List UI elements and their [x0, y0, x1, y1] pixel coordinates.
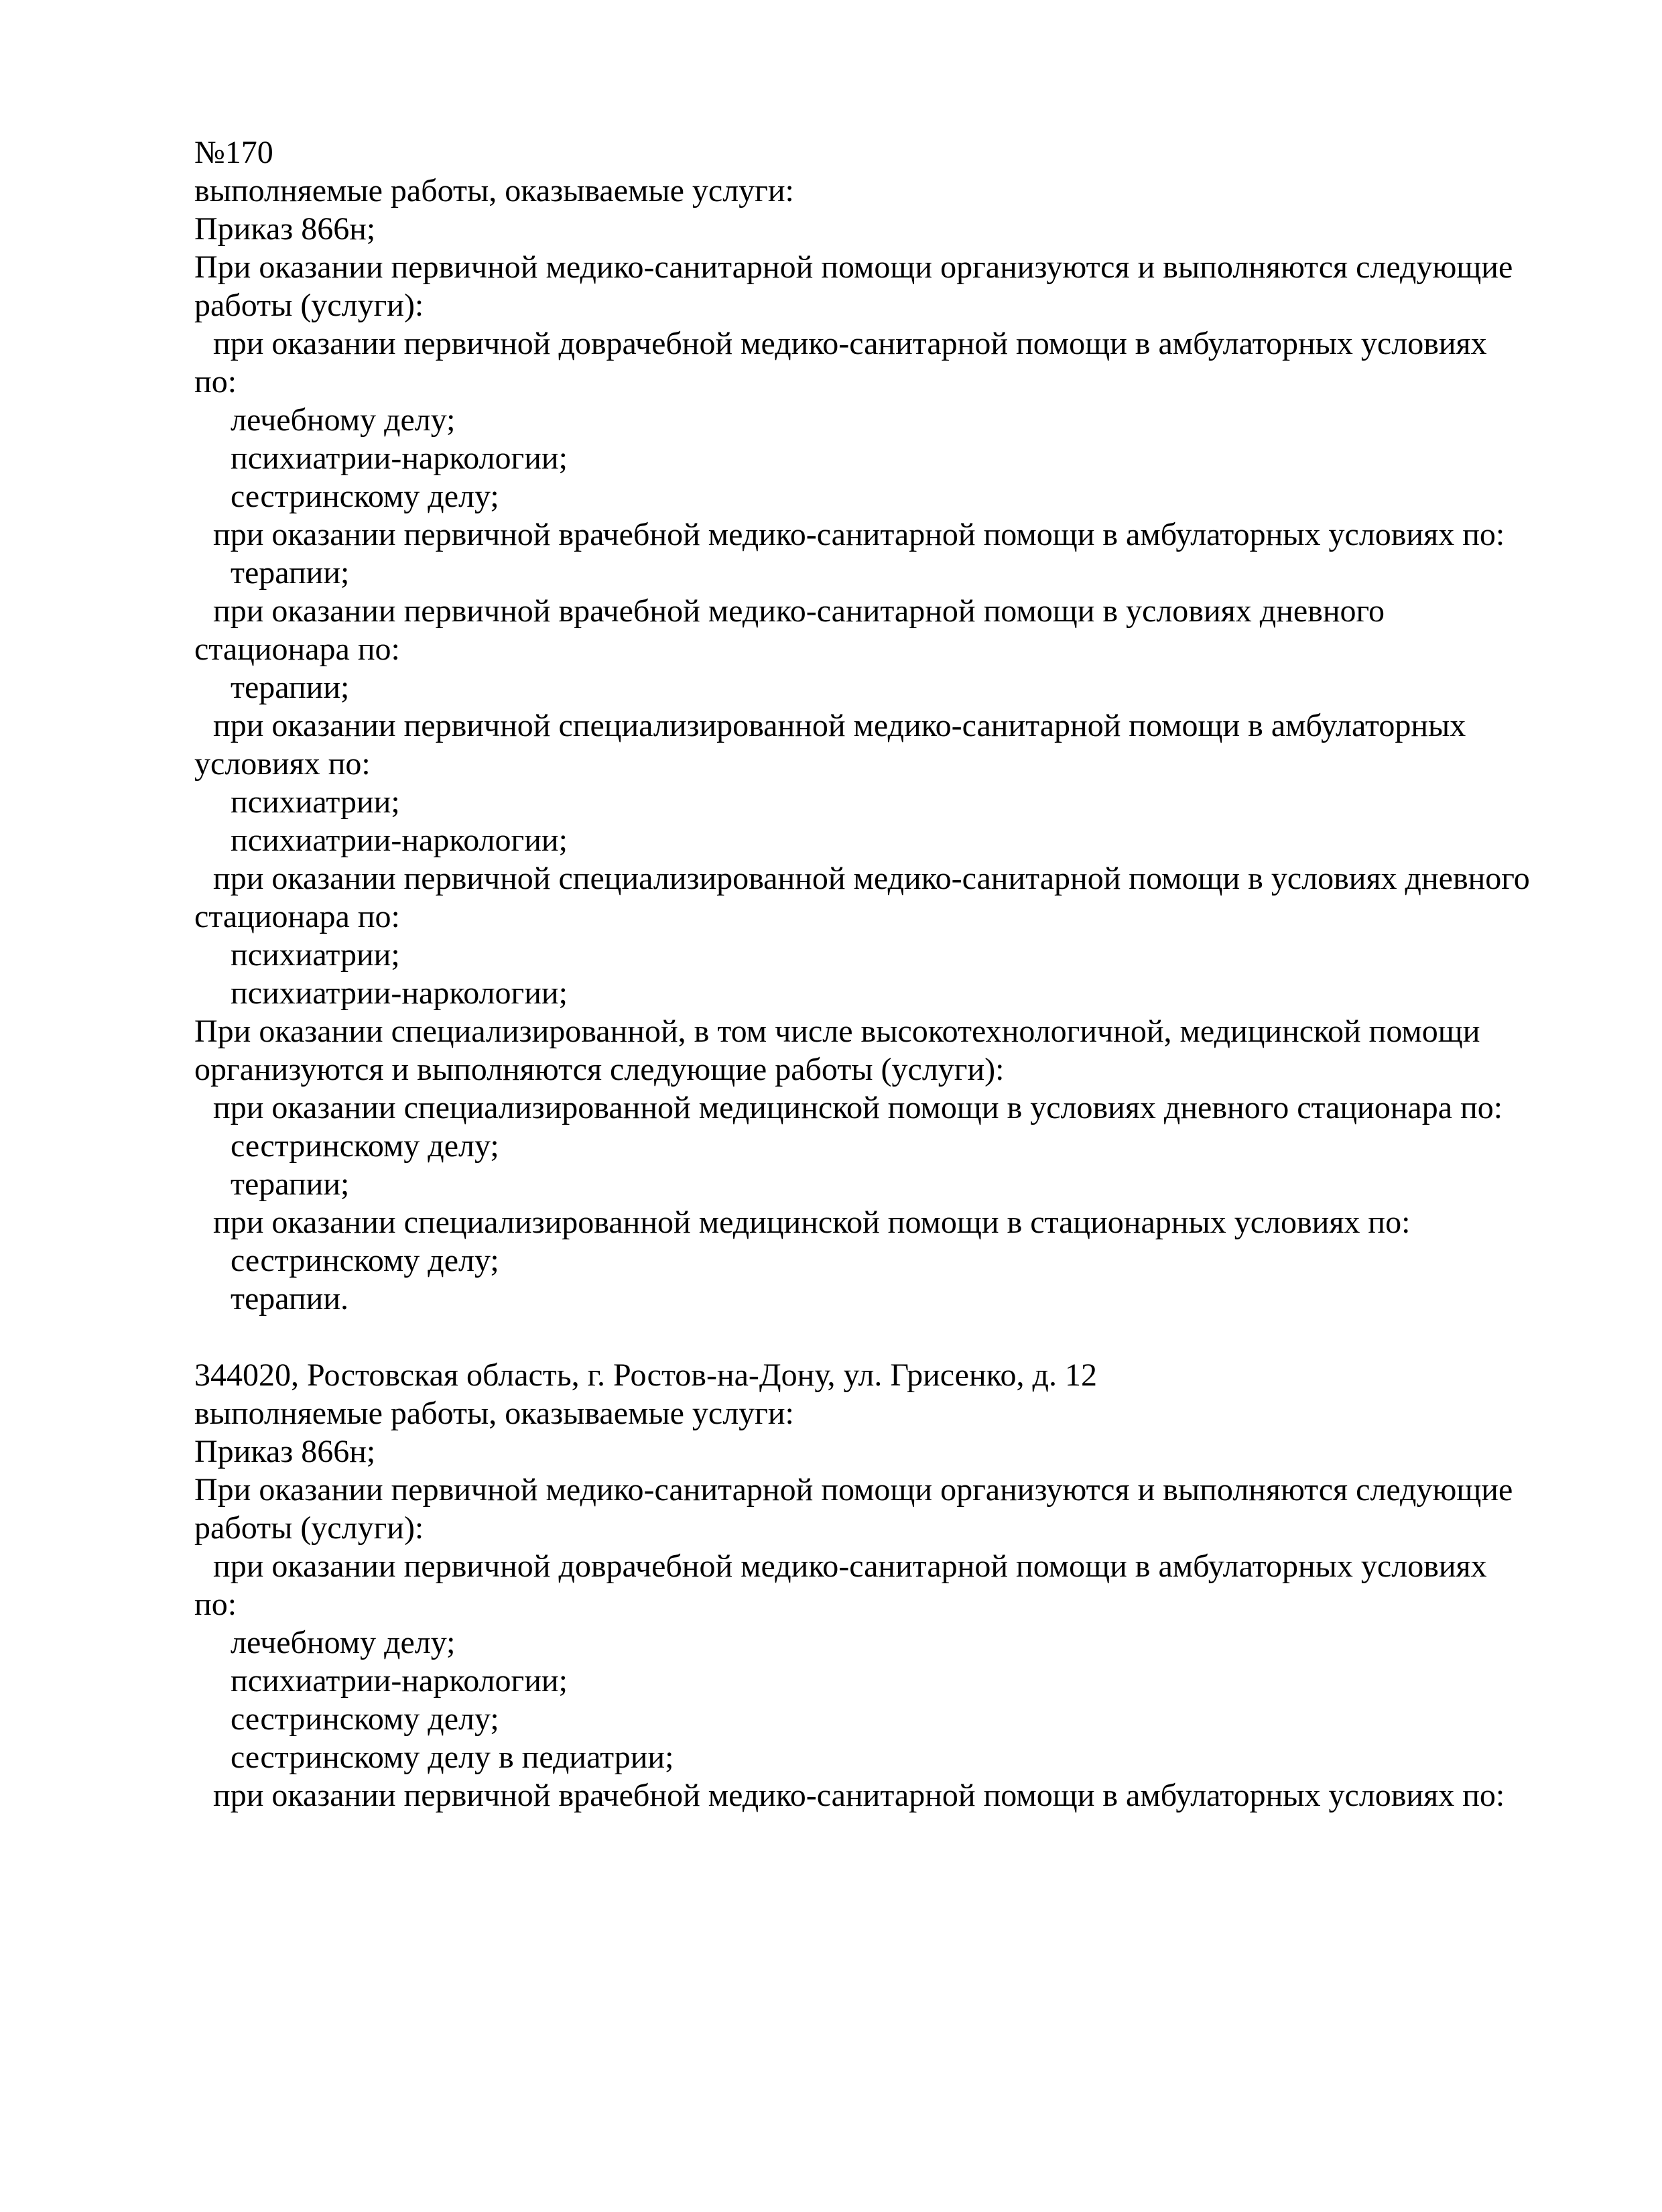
text-line: лечебному делу; — [231, 402, 456, 438]
text-line: психиатрии-наркологии; — [231, 975, 568, 1011]
text-line: психиатрии-наркологии; — [231, 440, 568, 476]
text-line: стационара по: — [194, 899, 400, 934]
text-line: Приказ 866н; — [194, 1434, 376, 1469]
text-line: психиатрии; — [231, 937, 400, 973]
text-line — [194, 1318, 1561, 1356]
text-line: сестринскому делу; — [231, 1701, 499, 1737]
text-line: 344020, Ростовская область, г. Ростов-на-Дону, ул. Грисенко, д. 12 — [194, 1357, 1097, 1393]
text-line: №170 — [194, 135, 273, 170]
text-line: терапии; — [231, 670, 350, 705]
text-line: при оказании первичной доврачебной медико-санитарной помощи в амбулаторных условиях — [213, 326, 1487, 361]
text-line: сестринскому делу в педиатрии; — [231, 1739, 674, 1775]
text-line: психиатрии-наркологии; — [231, 822, 568, 858]
text-line: терапии; — [231, 555, 350, 591]
text-line: При оказании первичной медико-санитарной помощи организуются и выполняются следующие — [194, 249, 1513, 285]
text-line: выполняемые работы, оказываемые услуги: — [194, 1396, 794, 1431]
text-line: лечебному делу; — [231, 1625, 456, 1660]
text-line: сестринскому делу; — [231, 1243, 499, 1278]
text-line: психиатрии; — [231, 784, 400, 820]
text-line: При оказании специализированной, в том числе высокотехнологичной, медицинской помощи — [194, 1013, 1480, 1049]
text-line: выполняемые работы, оказываемые услуги: — [194, 173, 794, 208]
text-line: организуются и выполняются следующие работы (услуги): — [194, 1052, 1005, 1087]
text-line: При оказании первичной медико-санитарной помощи организуются и выполняются следующие — [194, 1472, 1513, 1508]
text-line: при оказании первичной врачебной медико-санитарной помощи в амбулаторных условиях по: — [213, 517, 1505, 552]
text-line: психиатрии-наркологии; — [231, 1663, 568, 1699]
text-line: по: — [194, 364, 237, 400]
text-line: при оказании первичной врачебной медико-санитарной помощи в амбулаторных условиях по: — [213, 1778, 1505, 1813]
text-line: терапии. — [231, 1281, 349, 1316]
text-line: при оказании специализированной медицинской помощи в стационарных условиях по: — [213, 1205, 1411, 1240]
license-works-services-text — [194, 133, 1561, 1815]
text-line: при оказании первичной врачебной медико-санитарной помощи в условиях дневного — [213, 593, 1385, 629]
text-line: при оказании специализированной медицинской помощи в условиях дневного стационара по: — [213, 1090, 1503, 1125]
text-line: при оказании первичной специализированной медико-санитарной помощи в условиях дневного — [213, 861, 1530, 896]
text-line: работы (услуги): — [194, 1510, 424, 1546]
text-line: условиях по: — [194, 746, 371, 782]
text-line: терапии; — [231, 1166, 350, 1202]
text-line: стационара по: — [194, 631, 400, 667]
text-line: работы (услуги): — [194, 288, 424, 323]
text-line: сестринскому делу; — [231, 479, 499, 514]
text-line: Приказ 866н; — [194, 211, 376, 247]
text-line: при оказании первичной специализированной медико-санитарной помощи в амбулаторных — [213, 708, 1466, 743]
text-line: по: — [194, 1587, 237, 1622]
text-line: при оказании первичной доврачебной медико-санитарной помощи в амбулаторных условиях — [213, 1548, 1487, 1584]
text-line: сестринскому делу; — [231, 1128, 499, 1164]
